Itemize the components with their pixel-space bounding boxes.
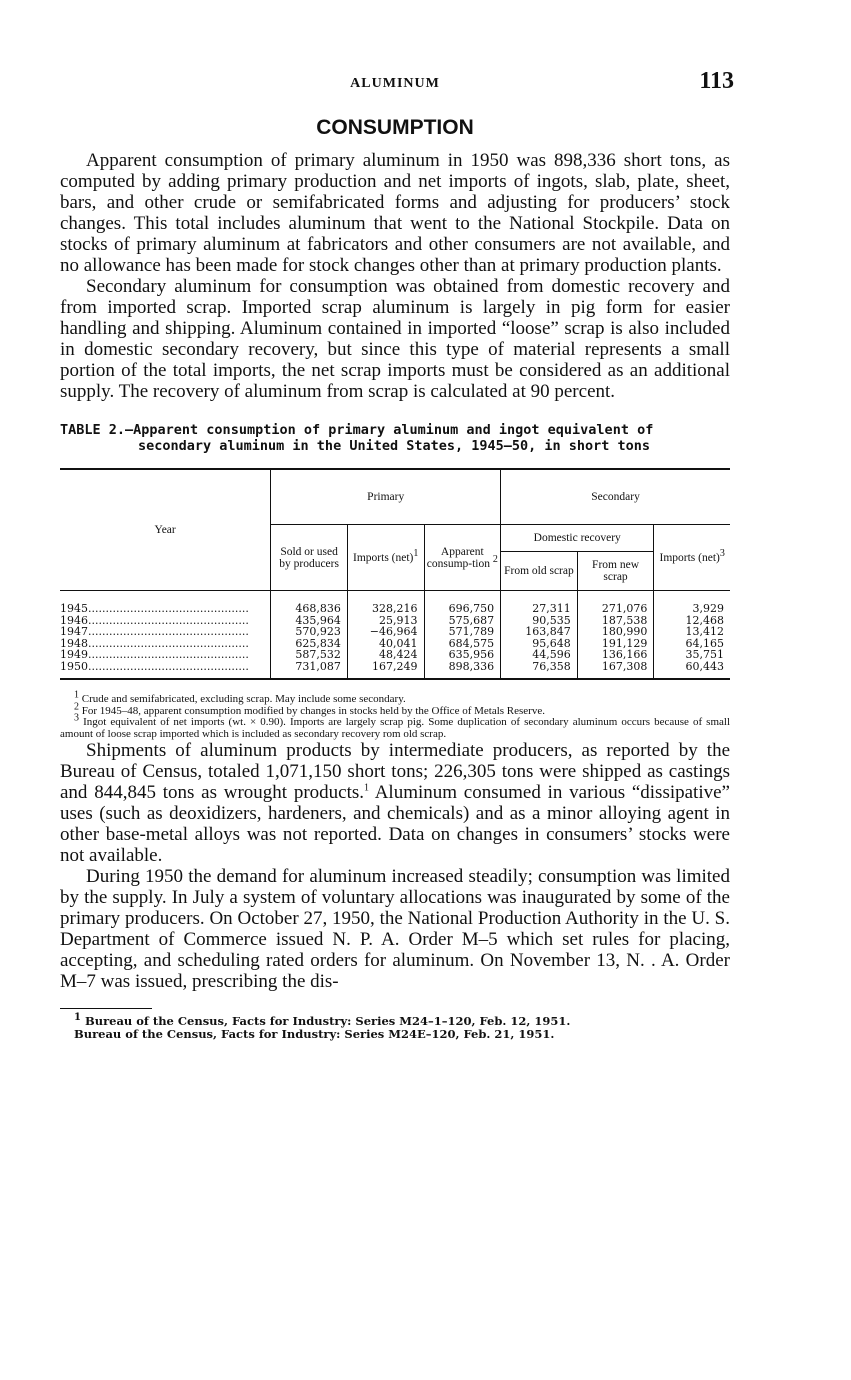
- cell-imports-net: 25,913: [347, 615, 424, 627]
- paragraph-shipments-text-cont: Aluminum consumed in various “dissipative” uses (such as deoxidizers, hardeners, and chemicals) and as a minor alloying agent in other base-metal alloys was not reported. Data on changes in consumers’ stocks were not available.: [60, 782, 730, 866]
- cell-imports-net: −46,964: [347, 626, 424, 638]
- page-footnotes: [60, 1012, 730, 1041]
- header-imports-net-label: Imports (net): [353, 551, 414, 564]
- year-value: 1948: [60, 637, 88, 649]
- cell-imports-net-secondary: 35,751: [654, 649, 730, 661]
- header-old-scrap: From old scrap: [501, 552, 578, 591]
- footnote-text: Ingot equivalent of net imports (wt. × 0.90). Imports are largely scrap pig. Some duplication of secondary aluminum occurs because of small amount of loose scrap imported which is included as secondary recovery rom old scrap.: [60, 716, 731, 740]
- cell-old-scrap: 95,648: [501, 638, 578, 650]
- cell-apparent: 575,687: [424, 615, 501, 627]
- cell-year: [60, 638, 271, 650]
- year-value: 1949: [60, 649, 88, 661]
- table-caption-text: Apparent consumption of primary aluminum and ingot equivalent of secondary aluminum in the United States, 1945–50, in short tons: [133, 422, 654, 454]
- cell-sold-used: 731,087: [271, 661, 348, 680]
- cell-year: [60, 591, 271, 615]
- header-primary: Primary: [271, 469, 501, 525]
- table-row: [60, 661, 730, 680]
- cell-new-scrap: 191,129: [577, 638, 654, 650]
- table-row: [60, 626, 730, 638]
- paragraph-consumption-primary: Apparent consumption of primary aluminum in 1950 was 898,336 short tons, as computed by adding primary production and net imports of ingots, slab, plate, sheet, bars, and other crude or semifabricated forms and adjusting for producers’ stock changes. This total includes aluminum that went to the National Stockpile. Data on stocks of primary aluminum at fabricators and other consumers are not available, and no allowance has been made for stock changes other than at primary production plants.: [60, 150, 730, 276]
- footnote-ref: 1: [364, 782, 369, 794]
- paragraph-demand: During 1950 the demand for aluminum increased steadily; consumption was limited by the supply. In July a system of voluntary allocations was inaugurated by some of the primary producers. On October 27, 1950, the National Production Authority in the U. S. Department of Commerce issued N. P. A. Order M–5 which set rules for placing, accepting, and scheduling rated orders for aluminum. On November 13, N. . A. Order M–7 was issued, prescribing the dis-: [60, 866, 730, 992]
- footnote-ref-2: 2: [492, 553, 498, 565]
- cell-new-scrap: 167,308: [577, 661, 654, 680]
- cell-apparent: 696,750: [424, 591, 501, 615]
- cell-apparent: 635,956: [424, 649, 501, 661]
- header-new-scrap: From new scrap: [577, 552, 654, 591]
- header-secondary: Secondary: [501, 469, 730, 525]
- table-body: [60, 591, 730, 680]
- cell-imports-net-secondary: 3,929: [654, 591, 730, 615]
- header-apparent: [424, 525, 501, 591]
- footnote-mark: 2: [74, 700, 79, 712]
- header-sold-used: Sold or used by producers: [271, 525, 348, 591]
- cell-old-scrap: 27,311: [501, 591, 578, 615]
- cell-sold-used: 468,836: [271, 591, 348, 615]
- cell-apparent: 898,336: [424, 661, 501, 680]
- year-value: 1950: [60, 660, 88, 673]
- cell-new-scrap: 136,166: [577, 649, 654, 661]
- year-value: 1945: [60, 602, 88, 615]
- cell-new-scrap: 271,076: [577, 591, 654, 615]
- table-footnotes: [60, 689, 731, 740]
- page-footnote-2: Bureau of the Census, Facts for Industry: Series M24E–120, Feb. 21, 1951.: [74, 1027, 555, 1041]
- cell-new-scrap: 187,538: [577, 615, 654, 627]
- cell-imports-net-secondary: 60,443: [654, 661, 730, 680]
- cell-imports-net: 167,249: [347, 661, 424, 680]
- header-imports-net-secondary: [654, 525, 730, 591]
- dot-leader: ..............................................: [88, 602, 249, 615]
- cell-apparent: 684,575: [424, 638, 501, 650]
- cell-old-scrap: 90,535: [501, 615, 578, 627]
- page-footnote-line: Bureau of the Census, Facts for Industry: Series M24–1–120, Feb. 12, 1951.: [84, 1014, 571, 1028]
- table-caption-lead: TABLE 2.—: [60, 422, 134, 438]
- cell-year: [60, 615, 271, 627]
- cell-imports-net: 328,216: [347, 591, 424, 615]
- footnote-mark: 1: [74, 1012, 81, 1024]
- dot-leader: ..............................................: [88, 649, 249, 661]
- footnote-mark: 1: [74, 689, 79, 701]
- paragraph-shipments: [60, 740, 730, 866]
- table-footnote: [60, 712, 731, 740]
- cell-year: [60, 649, 271, 661]
- dot-leader: ..............................................: [88, 637, 249, 649]
- document-page: [60, 68, 734, 1041]
- cell-old-scrap: 163,847: [501, 626, 578, 638]
- cell-sold-used: 625,834: [271, 638, 348, 650]
- footnote-rule: [60, 1008, 152, 1009]
- running-title: ALUMINUM: [350, 76, 440, 91]
- cell-apparent: 571,789: [424, 626, 501, 638]
- table-row: [60, 591, 730, 615]
- dot-leader: ..............................................: [88, 614, 249, 626]
- cell-sold-used: 570,923: [271, 626, 348, 638]
- header-domestic-recovery: Domestic recovery: [501, 525, 654, 552]
- table-row: [60, 649, 730, 661]
- dot-leader: ..............................................: [88, 660, 249, 673]
- footnote-mark: 3: [74, 712, 79, 724]
- cell-imports-net-secondary: 13,412: [654, 626, 730, 638]
- cell-sold-used: 435,964: [271, 615, 348, 627]
- cell-imports-net-secondary: 12,468: [654, 615, 730, 627]
- running-head: [60, 68, 734, 104]
- footnote-ref-1: 1: [413, 547, 419, 559]
- paragraph-consumption-secondary: Secondary aluminum for consumption was obtained from domestic recovery and from imported scrap. Imported scrap aluminum is largely in pig form for easier handling and shipping. Aluminum contained in imported “loose” scrap is also included in domestic secondary recovery, but since this type of material represents a small portion of the total imports, the net scrap imports must be considered as an additional supply. The recovery of aluminum from scrap is calculated at 90 percent.: [60, 276, 730, 402]
- section-title: CONSUMPTION: [316, 116, 474, 139]
- cell-year: [60, 661, 271, 680]
- header-imports-net: [347, 525, 424, 591]
- cell-new-scrap: 180,990: [577, 626, 654, 638]
- page-number: 113: [699, 68, 734, 94]
- cell-old-scrap: 76,358: [501, 661, 578, 680]
- year-value: 1947: [60, 626, 88, 638]
- footnote-ref-3: 3: [719, 547, 725, 559]
- header-imports-net-secondary-label: Imports (net): [659, 551, 720, 564]
- cell-year: [60, 626, 271, 638]
- cell-old-scrap: 44,596: [501, 649, 578, 661]
- cell-sold-used: 587,532: [271, 649, 348, 661]
- cell-imports-net: 48,424: [347, 649, 424, 661]
- header-year: Year: [60, 469, 271, 591]
- footnote-text: Crude and semifabricated, excluding scrap. May include some secondary.: [81, 693, 406, 705]
- dot-leader: ..............................................: [88, 626, 249, 638]
- cell-imports-net-secondary: 64,165: [654, 638, 730, 650]
- paragraph-shipments-text: Shipments of aluminum products by intermediate producers, as reported by the Bureau of Census, totaled 1,071,150 short tons; 226,305 tons were shipped as castings and 844,845 tons as wrought products.: [60, 740, 730, 803]
- cell-imports-net: 40,041: [347, 638, 424, 650]
- table-caption: [60, 422, 730, 454]
- consumption-table: [60, 468, 730, 680]
- header-apparent-label: Apparent consump-tion: [426, 545, 490, 570]
- year-value: 1946: [60, 614, 88, 626]
- footnote-text: For 1945–48, apparent consumption modified by changes in stocks held by the Office of Metals Reserve.: [81, 704, 545, 717]
